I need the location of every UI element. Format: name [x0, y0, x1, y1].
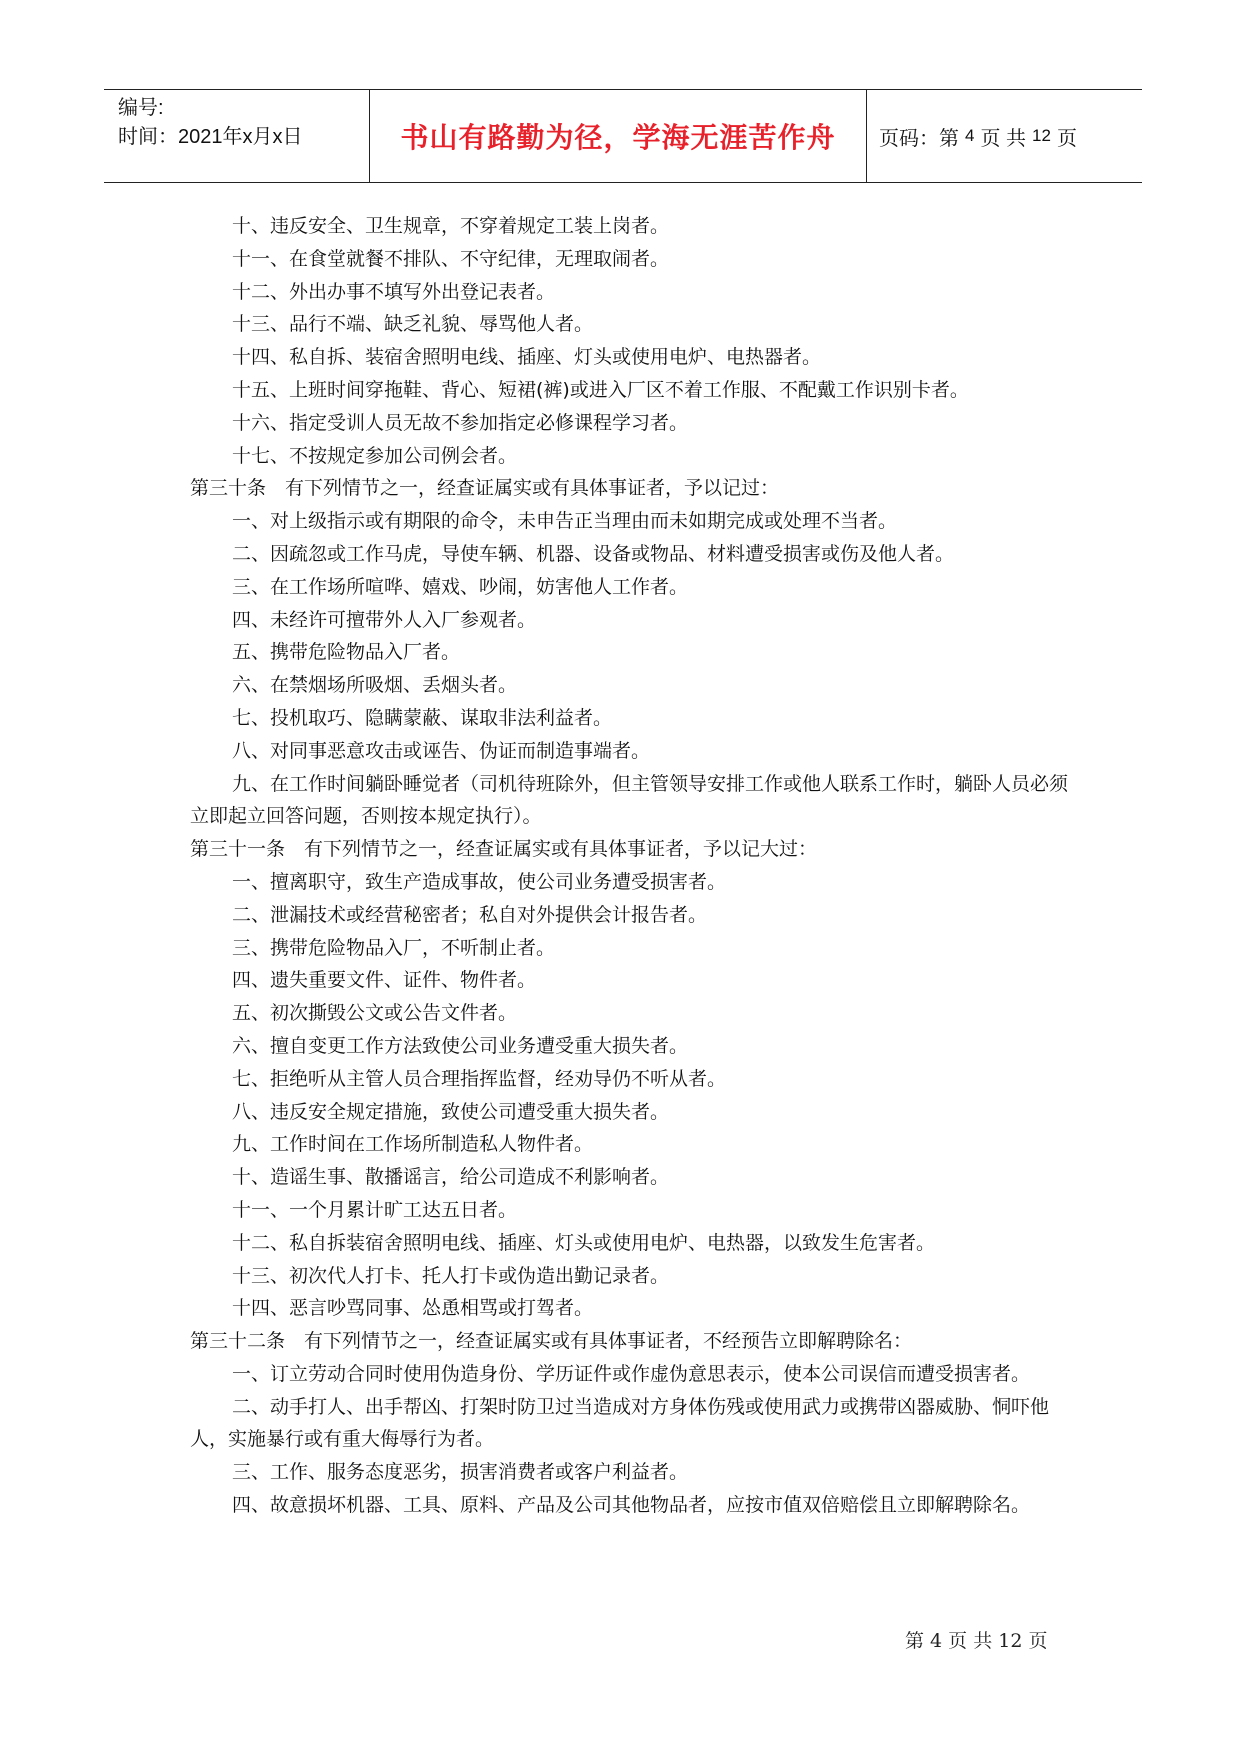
list-item: 八、对同事恶意攻击或诬告、伪证而制造事端者。	[232, 739, 651, 762]
list-item: 十五、上班时间穿拖鞋、背心、短裙(裤)或进入厂区不着工作服、不配戴工作识别卡者。	[232, 378, 969, 401]
list-item: 十三、品行不端、缺乏礼貌、辱骂他人者。	[232, 313, 594, 336]
list-item: 八、违反安全规定措施，致使公司遭受重大损失者。	[232, 1100, 670, 1123]
list-item: 十、违反安全、卫生规章，不穿着规定工装上岗者。	[232, 215, 670, 237]
list-item: 三、在工作场所喧哗、嬉戏、吵闹，妨害他人工作者。	[232, 575, 689, 598]
page-current: 4	[965, 126, 975, 145]
document-body	[190, 210, 1070, 1522]
list-item: 十六、指定受训人员无故不参加指定必修课程学习者。	[232, 411, 689, 434]
list-item: 十二、外出办事不填写外出登记表者。	[232, 280, 556, 303]
list-item: 十、造谣生事、散播谣言，给公司造成不利影响者。	[232, 1166, 670, 1189]
list-item: 四、故意损坏机器、工具、原料、产品及公司其他物品者，应按市值双倍赔偿且立即解聘除名。	[232, 1494, 1031, 1517]
page-total: 12	[1032, 126, 1051, 145]
list-item: 七、投机取巧、隐瞒蒙蔽、谋取非法利益者。	[232, 706, 613, 729]
list-item: 二、动手打人、出手帮凶、打架时防卫过当造成对方身体伤残或使用武力或携带凶器威胁、恫吓他人，实施暴行或有重大侮辱行为者。	[190, 1395, 1050, 1451]
list-item: 一、擅离职守，致生产造成事故，使公司业务遭受损害者。	[232, 870, 727, 893]
serial-number-label: 编号:	[118, 97, 164, 119]
page-mid: 页 共	[980, 127, 1027, 150]
article-30-heading: 第三十条 有下列情节之一，经查证属实或有具体事证者，予以记过：	[190, 477, 780, 500]
date-label: 时间：2021年x月x日	[118, 126, 303, 148]
list-item: 七、拒绝听从主管人员合理指挥监督，经劝导仍不听从者。	[232, 1067, 727, 1090]
list-item: 五、初次撕毁公文或公告文件者。	[232, 1002, 518, 1025]
list-item: 四、未经许可擅带外人入厂参观者。	[232, 608, 537, 631]
list-item: 十七、不按规定参加公司例会者。	[232, 444, 518, 467]
page-header	[104, 89, 1142, 183]
page-prefix: 页码：第	[879, 127, 959, 150]
list-item: 十二、私自拆装宿舍照明电线、插座、灯头或使用电炉、电热器，以致发生危害者。	[232, 1231, 936, 1254]
article-32-heading: 第三十二条 有下列情节之一，经查证属实或有具体事证者，不经预告立即解聘除名：	[190, 1330, 913, 1353]
header-info-cell	[104, 90, 370, 182]
list-item: 六、擅自变更工作方法致使公司业务遭受重大损失者。	[232, 1034, 689, 1057]
page-footer: 第 4 页 共 12 页	[905, 1630, 1048, 1652]
motto-text: 书山有路勤为径，学海无涯苦作舟	[400, 121, 836, 154]
list-item: 九、工作时间在工作场所制造私人物件者。	[232, 1133, 594, 1156]
list-item: 四、遗失重要文件、证件、物件者。	[232, 969, 537, 992]
list-item: 十四、私自拆、装宿舍照明电线、插座、灯头或使用电炉、电热器者。	[232, 346, 822, 369]
list-item: 三、工作、服务态度恶劣，损害消费者或客户利益者。	[232, 1461, 689, 1484]
header-page-cell	[867, 90, 1142, 182]
list-item: 十四、恶言吵骂同事、怂恿相骂或打驾者。	[232, 1297, 594, 1320]
article-31-heading: 第三十一条 有下列情节之一，经查证属实或有具体事证者，予以记大过：	[190, 838, 818, 861]
list-item: 一、订立劳动合同时使用伪造身份、学历证件或作虚伪意思表示，使本公司误信而遭受损害者。	[232, 1362, 1031, 1385]
list-item: 十一、在食堂就餐不排队、不守纪律，无理取闹者。	[232, 247, 670, 270]
list-item: 十一、一个月累计旷工达五日者。	[232, 1198, 518, 1221]
list-item: 六、在禁烟场所吸烟、丢烟头者。	[232, 674, 518, 697]
list-item: 三、携带危险物品入厂，不听制止者。	[232, 936, 556, 959]
header-motto-cell	[370, 90, 867, 182]
list-item: 五、携带危险物品入厂者。	[232, 641, 461, 664]
list-item: 二、因疏忽或工作马虎，导使车辆、机器、设备或物品、材料遭受损害或伤及他人者。	[232, 542, 955, 565]
list-item: 十三、初次代人打卡、托人打卡或伪造出勤记录者。	[232, 1264, 670, 1287]
list-item: 九、在工作时间躺卧睡觉者（司机待班除外，但主管领导安排工作或他人联系工作时，躺卧人员必须立即起立回答问题，否则按本规定执行）。	[190, 772, 1069, 828]
list-item: 二、泄漏技术或经营秘密者；私自对外提供会计报告者。	[232, 903, 708, 926]
list-item: 一、对上级指示或有期限的命令，未申告正当理由而未如期完成或处理不当者。	[232, 510, 898, 533]
page-suffix: 页	[1056, 127, 1077, 150]
